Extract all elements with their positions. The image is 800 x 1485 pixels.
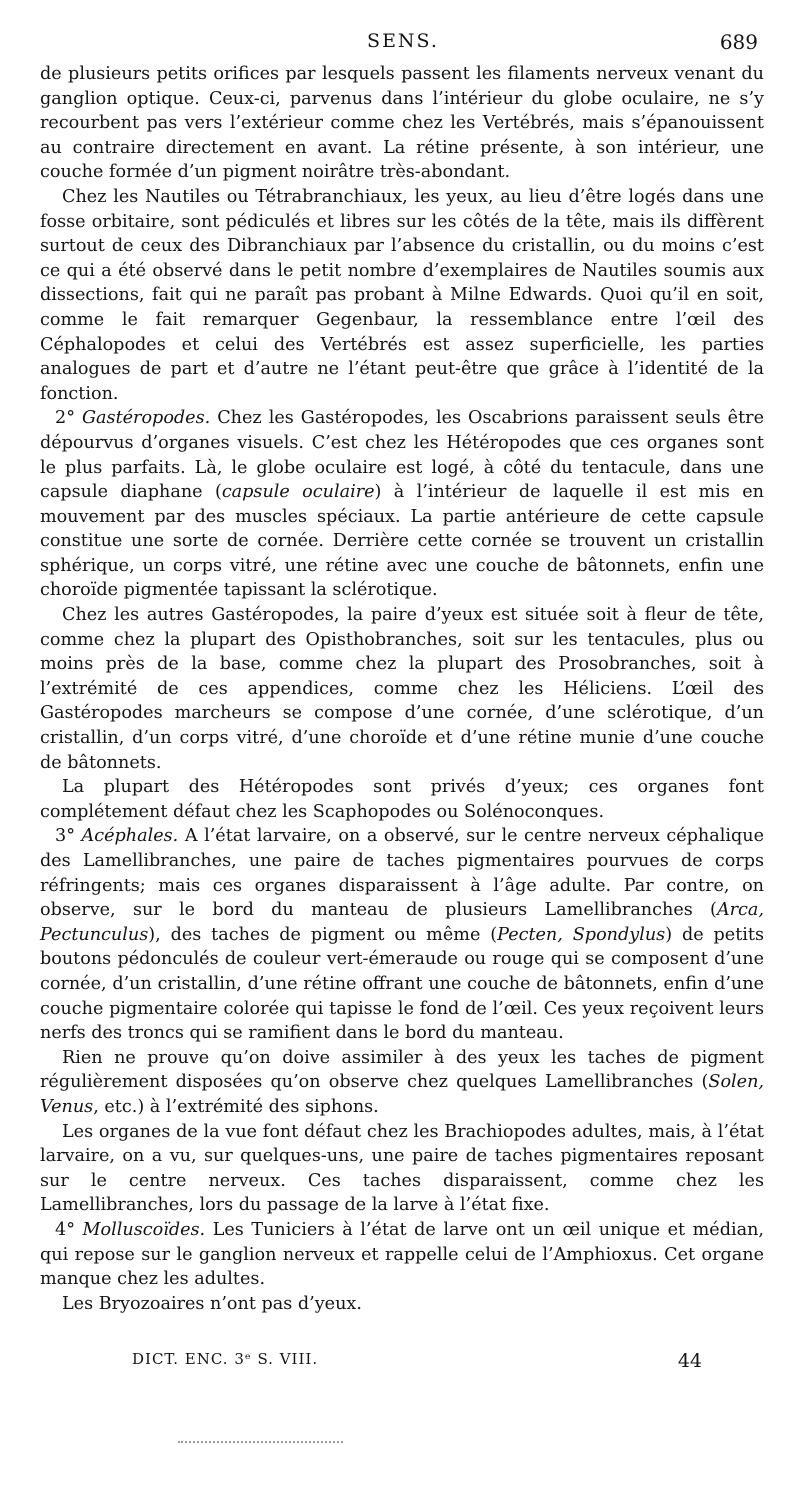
section-heading: Molluscoïdes. (82, 1219, 206, 1240)
paragraph-brachiopodes: Les organes de la vue font défaut chez les Brachiopodes adultes, mais, à l’état larvaire, on a vu, sur quelques-uns, une paire de taches pigmentaires reposant sur le centre nerveux. Ces taches disparaissent, comme chez les Lamellibranches, lors du passage de la larve à l’état fixe. (40, 1121, 764, 1216)
running-head (44, 30, 762, 60)
section-gasteropodes: 2° Gastéropodes. Chez les Gastéropodes, les Oscabrions paraissent seuls être dépourvus d’organes visuels. C’est chez les Hétéropodes que ces organes sont le plus parfaits. Là, le globe oculaire est logé, à côté du tentacule, dans une capsule diaphane (capsule oculaire) à l’intérieur de laquelle il est mis en mouvement par des muscles spéciaux. La partie antérieure de cette capsule constitue une sorte de cornée. Derrière cette cornée se trouvent un cristallin sphérique, un corps vitré, une rétine avec une couche de bâtonnets, enfin une choroïde pigmentée tapissant la sclérotique. (40, 408, 764, 601)
paragraph-taches-pigment: Rien ne prouve qu’on doive assimiler à des yeux les taches de pigment régulièrement disposées qu’on observe chez quelques Lamellibranches (Solen, Venus, etc.) à l’extrémité des siphons. (40, 1047, 764, 1117)
section-molluscoides: 4° Molluscoïdes. Les Tuniciers à l’état de larve ont un œil unique et médian, qui repose sur le ganglion nerveux et rappelle celui de l’Amphioxus. Cet organe manque chez les adultes. (40, 1219, 764, 1290)
section-heading: Acéphales. (81, 826, 179, 847)
signature-mark: 44 (677, 1350, 702, 1372)
bleed-through-trace (178, 1441, 343, 1445)
section-heading: Gastéropodes. (82, 408, 211, 429)
paragraph-nautiles: Chez les Nautiles ou Tétrabranchiaux, les yeux, au lieu d’être logés dans une fosse orbitaire, sont pédiculés et libres sur les côtés de la tête, mais ils diffèrent surtout de ceux des Dibranchiaux par l’absence du cristallin, ou du moins c’est ce qui a été observé dans le petit nombre d’exemplaires de Nautiles soumis aux dissections, fait qui ne paraît pas probant à Milne Edwards. Quoi qu’il en soit, comme le fait remarquer Gegenbaur, la ressemblance entre l’œil des Céphalopodes et celui des Vertébrés est assez superficielle, les parties analogues de part et d’autre ne l’étant peut-être que grâce à l’identité de la fonction. (40, 186, 764, 404)
page-number: 689 (719, 30, 758, 54)
paragraph-heteropodes: La plupart des Hétéropodes sont privés d’yeux; ces organes font complétement défaut chez les Scaphopodes ou Solénoconques. (40, 777, 764, 822)
paragraph-bryozoaires: Les Bryozoaires n’ont pas d’yeux. (62, 1293, 362, 1314)
paragraph-autres-gasteropodes: Chez les autres Gastéropodes, la paire d’yeux est située soit à fleur de tête, comme chez la plupart des Opisthobranches, soit sur les tentacules, plus ou moins près de la base, comme chez la plupart des Prosobranches, soit à l’extrémité de ces appendices, comme chez les Héliciens. L’œil des Gastéropodes marcheurs se compose d’une cornée, d’une sclérotique, d’un cristallin, d’un corps vitré, d’une choroïde et d’une rétine munie d’une couche de bâtonnets. (40, 605, 764, 773)
printer-signature: DICT. ENC. 3ᵉ S. VIII. (132, 1350, 319, 1368)
running-title: SENS. (367, 30, 439, 52)
footer (132, 1350, 702, 1380)
paragraph-continuation: de plusieurs petits orifices par lesquels passent les filaments nerveux venant du ganglion optique. Ceux-ci, parvenus dans l’intérieur du globe oculaire, ne s’y recourbent pas vers l’extérieur comme chez les Vertébrés, mais s’épanouissent au contraire directement en avant. La rétine présente, à son intérieur, une couche formée d’un pigment noirâtre très-abondant. (40, 64, 764, 183)
body-text (40, 62, 764, 1316)
section-acephales: 3° Acéphales. A l’état larvaire, on a observé, sur le centre nerveux céphalique des Lamellibranches, une paire de taches pigmentaires pourvues de corps réfringents; mais ces organes disparaissent à l’âge adulte. Par contre, on observe, sur le bord du manteau de plusieurs Lamellibranches (Arca, Pectunculus), des taches de pigment ou même (Pecten, Spondylus) de petits boutons pédonculés de couleur vert-émeraude ou rouge qui se composent d’une cornée, d’un cristallin, d’une rétine offrant une couche de bâtonnets, enfin d’une couche pigmentaire colorée qui tapisse le fond de l’œil. Ces yeux reçoivent leurs nerfs des troncs qui se ramifient dans le bord du manteau. (40, 826, 764, 1044)
